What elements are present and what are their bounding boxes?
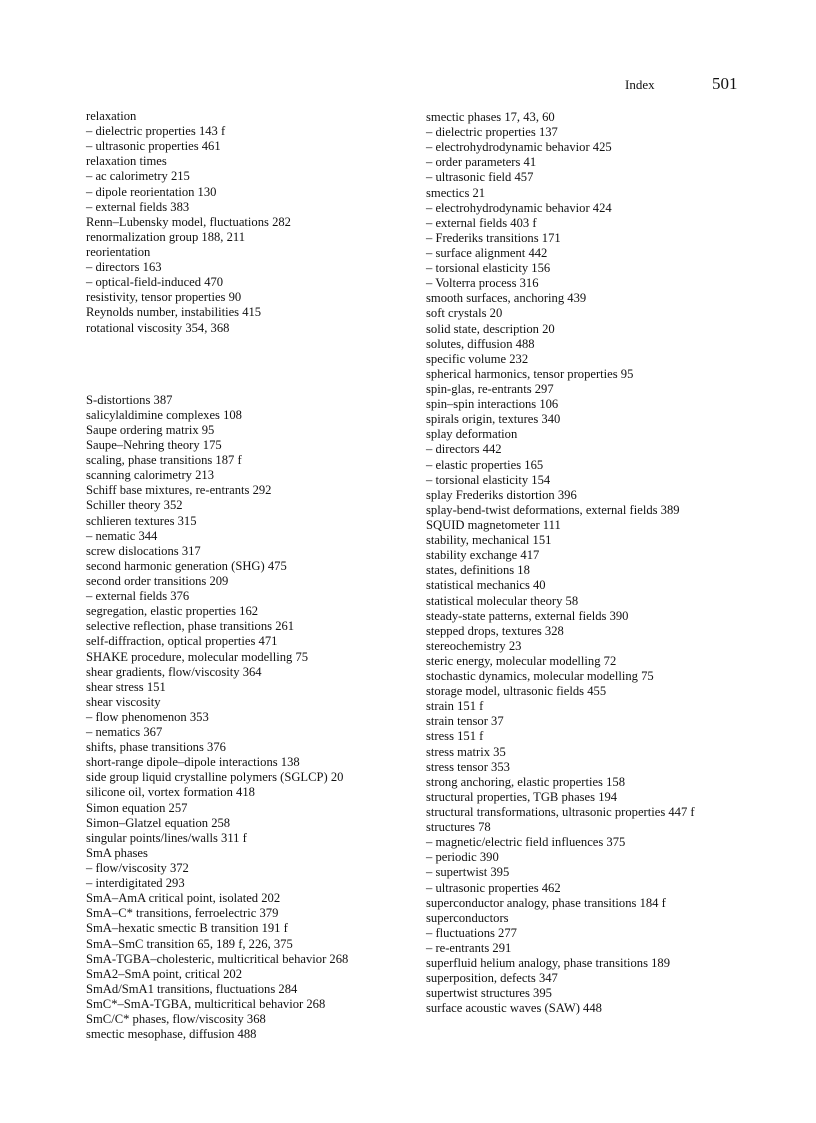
index-entry: second harmonic generation (SHG) 475 — [86, 558, 287, 573]
index-entry: stability exchange 417 — [426, 548, 540, 563]
index-entry: smectic phases 17, 43, 60 — [426, 110, 555, 124]
index-subentry: – supertwist 395 — [426, 865, 510, 880]
index-entry: relaxation — [86, 109, 137, 123]
index-subentry: – external fields 376 — [86, 589, 190, 604]
index-entry: SQUID magnetometer 111 — [426, 517, 561, 532]
index-entry: SHAKE procedure, molecular modelling 75 — [86, 649, 309, 664]
index-entry: superfluid helium analogy, phase transitions 189 — [426, 956, 671, 971]
index-entry: salicylaldimine complexes 108 — [86, 407, 242, 422]
index-entry: renormalization group 188, 211 — [86, 229, 246, 244]
index-subentry: – order parameters 41 — [426, 155, 537, 170]
index-entry: Saupe–Nehring theory 175 — [86, 437, 222, 452]
index-entry: self-diffraction, optical properties 471 — [86, 634, 278, 649]
index-subentry: – dielectric properties 137 — [426, 125, 558, 140]
index-entry: structural properties, TGB phases 194 — [426, 789, 618, 804]
index-subentry: – external fields 403 f — [426, 215, 537, 230]
index-subentry: – electrohydrodynamic behavior 424 — [426, 200, 612, 215]
index-entry: splay deformation — [426, 427, 518, 442]
index-entry: strong anchoring, elastic properties 158 — [426, 774, 625, 789]
index-subentry: – interdigitated 293 — [86, 876, 185, 891]
index-entry: supertwist structures 395 — [426, 986, 552, 1001]
index-subentry: – external fields 383 — [86, 199, 190, 214]
index-entry: structural transformations, ultrasonic properties 447 f — [426, 805, 695, 820]
index-entry: SmA2–SmA point, critical 202 — [86, 966, 243, 981]
index-entry: relaxation times — [86, 154, 167, 169]
index-entry: strain 151 f — [426, 699, 484, 714]
index-entry: smooth surfaces, anchoring 439 — [426, 291, 587, 306]
index-section-gap — [86, 336, 348, 393]
index-entry: strain tensor 37 — [426, 714, 504, 729]
index-entry: scanning calorimetry 213 — [86, 468, 214, 483]
index-entry: Simon–Glatzel equation 258 — [86, 815, 231, 830]
index-subentry: – periodic 390 — [426, 850, 499, 865]
index-entry: stereochemistry 23 — [426, 638, 522, 653]
index-subentry: – directors 442 — [426, 442, 502, 457]
index-entry: SmAd/SmA1 transitions, fluctuations 284 — [86, 981, 298, 996]
index-entry: Schiff base mixtures, re-entrants 292 — [86, 483, 272, 498]
index-subentry: – Volterra process 316 — [426, 276, 539, 291]
index-entry: spin-glas, re-entrants 297 — [426, 381, 554, 396]
index-entry: SmA–hexatic smectic B transition 191 f — [86, 921, 288, 936]
index-entry: SmA-TGBA–cholesteric, multicritical behavior 268 — [86, 951, 349, 966]
index-entry: stress 151 f — [426, 729, 484, 744]
index-subentry: – elastic properties 165 — [426, 457, 544, 472]
index-label: Index — [625, 77, 655, 92]
index-entry: resistivity, tensor properties 90 — [86, 290, 242, 305]
index-entry: Renn–Lubensky model, fluctuations 282 — [86, 214, 291, 229]
index-entry: splay-bend-twist deformations, external fields 389 — [426, 502, 680, 517]
index-entry: stress matrix 35 — [426, 744, 506, 759]
index-subentry: – magnetic/electric field influences 375 — [426, 835, 626, 850]
index-entry: smectics 21 — [426, 185, 486, 200]
index-entry: superconductors — [426, 910, 509, 925]
index-entry: scaling, phase transitions 187 f — [86, 453, 242, 468]
index-subentry: – dielectric properties 143 f — [86, 124, 226, 139]
index-entry: stepped drops, textures 328 — [426, 623, 564, 638]
index-entry: SmA–AmA critical point, isolated 202 — [86, 891, 281, 906]
page-number: 501 — [712, 74, 738, 93]
index-subentry: – ac calorimetry 215 — [86, 169, 190, 184]
index-subentry: – ultrasonic properties 461 — [86, 139, 221, 154]
index-entry: side group liquid crystalline polymers (SGLCP) 20 — [86, 770, 344, 785]
index-entry: reorientation — [86, 244, 151, 259]
index-entry: structures 78 — [426, 820, 491, 835]
index-subentry: – electrohydrodynamic behavior 425 — [426, 140, 612, 155]
index-entry: statistical molecular theory 58 — [426, 593, 579, 608]
index-column-left — [86, 109, 348, 1042]
index-entry: superposition, defects 347 — [426, 971, 558, 986]
index-entry: splay Frederiks distortion 396 — [426, 487, 577, 502]
index-entry: shear stress 151 — [86, 679, 166, 694]
index-entry: storage model, ultrasonic fields 455 — [426, 684, 607, 699]
index-entry: soft crystals 20 — [426, 306, 503, 321]
index-entry: second order transitions 209 — [86, 573, 229, 588]
index-column-right — [426, 110, 695, 1017]
index-entry: SmC/C* phases, flow/viscosity 368 — [86, 1012, 266, 1027]
index-entry: solutes, diffusion 488 — [426, 336, 535, 351]
index-subentry: – re-entrants 291 — [426, 941, 512, 956]
index-entry: steady-state patterns, external fields 390 — [426, 608, 629, 623]
index-entry: singular points/lines/walls 311 f — [86, 830, 247, 845]
index-entry: silicone oil, vortex formation 418 — [86, 785, 255, 800]
index-subentry: – ultrasonic field 457 — [426, 170, 534, 185]
index-entry: Schiller theory 352 — [86, 498, 183, 513]
index-entry: selective reflection, phase transitions 261 — [86, 619, 295, 634]
index-entry: stress tensor 353 — [426, 759, 510, 774]
index-entry: statistical mechanics 40 — [426, 578, 546, 593]
index-entry: solid state, description 20 — [426, 321, 555, 336]
index-entry: stochastic dynamics, molecular modelling 75 — [426, 669, 654, 684]
index-subentry: – Frederiks transitions 171 — [426, 230, 561, 245]
index-entry: SmA–SmC transition 65, 189 f, 226, 375 — [86, 936, 293, 951]
index-subentry: – directors 163 — [86, 260, 162, 275]
index-entry: short-range dipole–dipole interactions 138 — [86, 755, 300, 770]
index-subentry: – fluctuations 277 — [426, 925, 517, 940]
index-entry: S-distortions 387 — [86, 392, 173, 407]
index-entry: shear viscosity — [86, 694, 161, 709]
index-entry: Simon equation 257 — [86, 800, 188, 815]
index-entry: specific volume 232 — [426, 351, 529, 366]
index-subentry: – torsional elasticity 154 — [426, 472, 551, 487]
index-entry: shear gradients, flow/viscosity 364 — [86, 664, 262, 679]
index-entry: SmA–C* transitions, ferroelectric 379 — [86, 906, 279, 921]
index-entry: steric energy, molecular modelling 72 — [426, 653, 617, 668]
index-entry: states, definitions 18 — [426, 563, 530, 578]
index-subentry: – surface alignment 442 — [426, 245, 548, 260]
index-subentry: – flow/viscosity 372 — [86, 861, 189, 876]
index-entry: stability, mechanical 151 — [426, 533, 552, 548]
index-entry: Saupe ordering matrix 95 — [86, 422, 215, 437]
index-entry: spirals origin, textures 340 — [426, 412, 561, 427]
index-entry: shifts, phase transitions 376 — [86, 740, 226, 755]
index-entry: screw dislocations 317 — [86, 543, 201, 558]
index-subentry: – torsional elasticity 156 — [426, 261, 551, 276]
index-entry: Reynolds number, instabilities 415 — [86, 305, 262, 320]
index-entry: schlieren textures 315 — [86, 513, 197, 528]
index-subentry: – dipole reorientation 130 — [86, 184, 217, 199]
index-entry: spherical harmonics, tensor properties 95 — [426, 366, 634, 381]
index-subentry: – nematics 367 — [86, 725, 163, 740]
index-subentry: – nematic 344 — [86, 528, 158, 543]
index-entry: surface acoustic waves (SAW) 448 — [426, 1001, 602, 1016]
index-entry: SmA phases — [86, 845, 148, 860]
index-entry: rotational viscosity 354, 368 — [86, 320, 230, 335]
index-entry: spin–spin interactions 106 — [426, 397, 559, 412]
index-entry: segregation, elastic properties 162 — [86, 604, 259, 619]
index-subentry: – ultrasonic properties 462 — [426, 880, 561, 895]
index-entry: superconductor analogy, phase transitions 184 f — [426, 895, 666, 910]
index-subentry: – flow phenomenon 353 — [86, 709, 209, 724]
index-entry: SmC*–SmA-TGBA, multicritical behavior 268 — [86, 997, 326, 1012]
index-entry: smectic mesophase, diffusion 488 — [86, 1027, 257, 1042]
index-subentry: – optical-field-induced 470 — [86, 275, 224, 290]
